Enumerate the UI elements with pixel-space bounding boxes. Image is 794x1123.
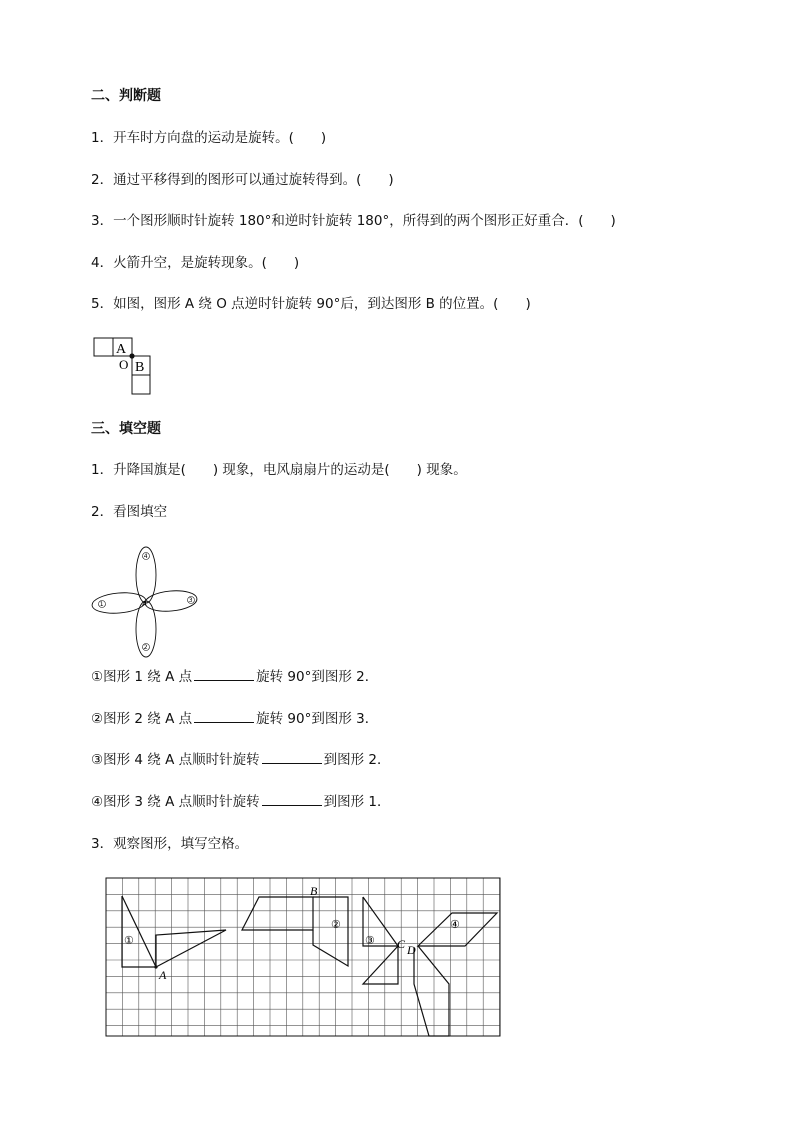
section-2-heading: 二、判断题 [91,88,161,104]
petal-label-1: 1 [99,601,104,608]
question-2-2: 2．通过平移得到的图形可以通过旋转得到。( ) [91,172,394,188]
question-3-2-title: 2．看图填空 [91,504,168,520]
question-3-3-title: 3．观察图形，填写空格。 [91,836,249,852]
answer-blank-d[interactable] [262,793,322,806]
question-3-2-a-post: 旋转 90°到图形 2． [256,669,379,685]
question-3-2-b-pre: ②图形 2 绕 A 点 [91,711,193,727]
question-3-2-c-pre: ③图形 4 绕 A 点顺时针旋转 [91,752,260,768]
answer-blank-a[interactable] [194,668,254,681]
figure-label-o: O [119,357,129,372]
petal-label-4: 4 [143,553,148,560]
figure-label-a: A [116,342,127,357]
rotation-figure-ab [93,337,157,397]
question-3-2-c-post: 到图形 2． [323,752,391,768]
petal-center-label: A [142,600,147,608]
question-3-2-d-pre: ④图形 3 绕 A 点顺时针旋转 [91,794,260,810]
shape-label-2: ② [331,919,341,931]
shape-label-1: ① [124,935,134,947]
question-3-2-a-pre: ①图形 1 绕 A 点 [91,669,193,685]
question-3-2-d-post: 到图形 1． [323,794,391,810]
petal-label-2: 2 [143,644,148,651]
grid-label-c: C [397,937,406,951]
question-2-3: 3．一个图形顺时针旋转 180°和逆时针旋转 180°，所得到的两个图形正好重合．( ) [91,213,616,229]
petal-label-3: 3 [188,597,193,604]
question-2-5: 5．如图，图形 A 绕 O 点逆时针旋转 90°后，到达图形 B 的位置。( ) [91,296,531,312]
shape-label-4: ④ [450,919,460,931]
petal-figure [90,546,202,658]
question-3-2-d [91,793,390,811]
figure-label-b: B [135,360,145,375]
shape-label-3: ③ [365,935,375,947]
question-3-2-a [91,668,378,686]
question-3-2-c [91,751,390,769]
section-3-heading: 三、填空题 [91,421,161,437]
question-3-2-b [91,710,378,728]
question-2-4: 4．火箭升空，是旋转现象。( ) [91,255,300,271]
grid-label-d: D [407,943,416,957]
grid-figure [104,876,504,1040]
answer-blank-c[interactable] [262,751,322,764]
question-3-1: 1．升降国旗是( ) 现象，电风扇扇片的运动是( ) 现象。 [91,462,467,478]
grid-label-a: A [159,968,167,982]
question-3-2-b-post: 旋转 90°到图形 3． [256,711,379,727]
grid-label-b: B [310,884,318,898]
answer-blank-b[interactable] [194,710,254,723]
question-2-1: 1．开车时方向盘的运动是旋转。( ) [91,130,327,146]
